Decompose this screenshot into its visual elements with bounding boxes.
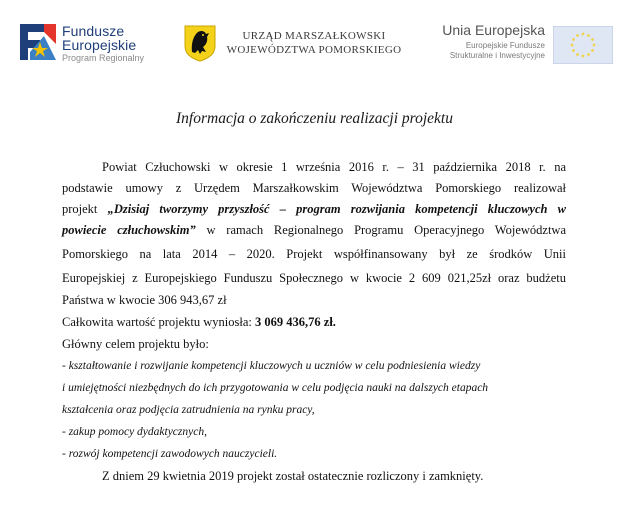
um-logo-line1: URZĄD MARSZAŁKOWSKI <box>242 30 386 42</box>
fundusze-europejskie-star-icon <box>18 22 58 62</box>
project-name-part1: „Dzisiaj tworzymy przyszłość – program rozwijania kompetencji kluczowych w <box>107 202 566 216</box>
total-value-line <box>62 313 566 331</box>
paragraph-1-line-7: Państwa w kwocie 306 943,67 zł <box>62 293 227 307</box>
urzad-marszalkowski-logo <box>183 24 403 66</box>
goal-item-3: - rozwój kompetencji zawodowych nauczycieli. <box>62 448 278 460</box>
unia-europejska-logo <box>417 22 615 66</box>
document-title: Informacja o zakończeniu realizacji projektu <box>176 110 453 127</box>
goal-item-1-line-2: i umiejętności niezbędnych do ich przygotowania w celu podjęcia nauki na dalszych etapach <box>62 382 489 394</box>
paragraph-1-line-1: Powiat Człuchowski w okresie 1 września 2016 r. – 31 października 2018 r. na <box>102 160 566 174</box>
total-label: Całkowita wartość projektu wyniosła: <box>62 315 256 329</box>
paragraph-1-line-5: Pomorskiego na lata 2014 – 2020. Projekt współfinansowany był ze środków Unii <box>62 247 566 261</box>
goal-item-1-line-1: - kształtowanie i rozwijanie kompetencji kluczowych u uczniów w celu podniesienia wiedzy <box>62 360 481 372</box>
um-logo-line2: WOJEWÓDZTWA POMORSKIEGO <box>226 44 402 56</box>
ue-logo-line3: Strukturalne i Inwestycyjne <box>449 51 545 60</box>
paragraph-1-line-6: Europejskiej z Europejskiego Funduszu Społecznego w kwocie 2 609 021,25zł oraz budżetu <box>62 271 566 285</box>
goal-item-1-line-3: kształcenia oraz podjęcia zatrudnienia na rynku pracy, <box>62 404 315 416</box>
goal-item-2: - zakup pomocy dydaktycznych, <box>62 426 207 438</box>
program-text: w ramach Regionalnego Programu Operacyjnego Województwa <box>195 223 566 237</box>
fe-logo-line2: Europejskie <box>62 37 137 53</box>
total-value: 3 069 436,76 zł. <box>255 315 336 329</box>
fe-logo-line3: Program Regionalny <box>62 53 145 63</box>
paragraph-1-line-3 <box>62 200 566 218</box>
fundusze-europejskie-logo <box>18 22 158 66</box>
paragraph-1-line-4 <box>62 221 566 239</box>
goal-label: Główny celem projektu było: <box>62 337 209 351</box>
paragraph-1-line-2: podstawie umowy z Urzędem Marszałkowskim Województwa Pomorskiego realizował <box>62 181 566 195</box>
eu-flag-icon <box>553 26 613 64</box>
griffin-crest-icon <box>183 24 217 62</box>
project-name-part2: powiecie człuchowskim” <box>62 223 196 237</box>
logo-bar <box>0 0 629 84</box>
fe-logo-line1: Fundusze <box>62 23 125 39</box>
ue-logo-line2: Europejskie Fundusze <box>465 41 545 50</box>
closing-sentence: Z dniem 29 kwietnia 2019 projekt został ostatecznie rozliczony i zamknięty. <box>102 469 484 483</box>
project-prefix: projekt <box>62 202 108 216</box>
ue-logo-line1: Unia Europejska <box>442 22 545 38</box>
